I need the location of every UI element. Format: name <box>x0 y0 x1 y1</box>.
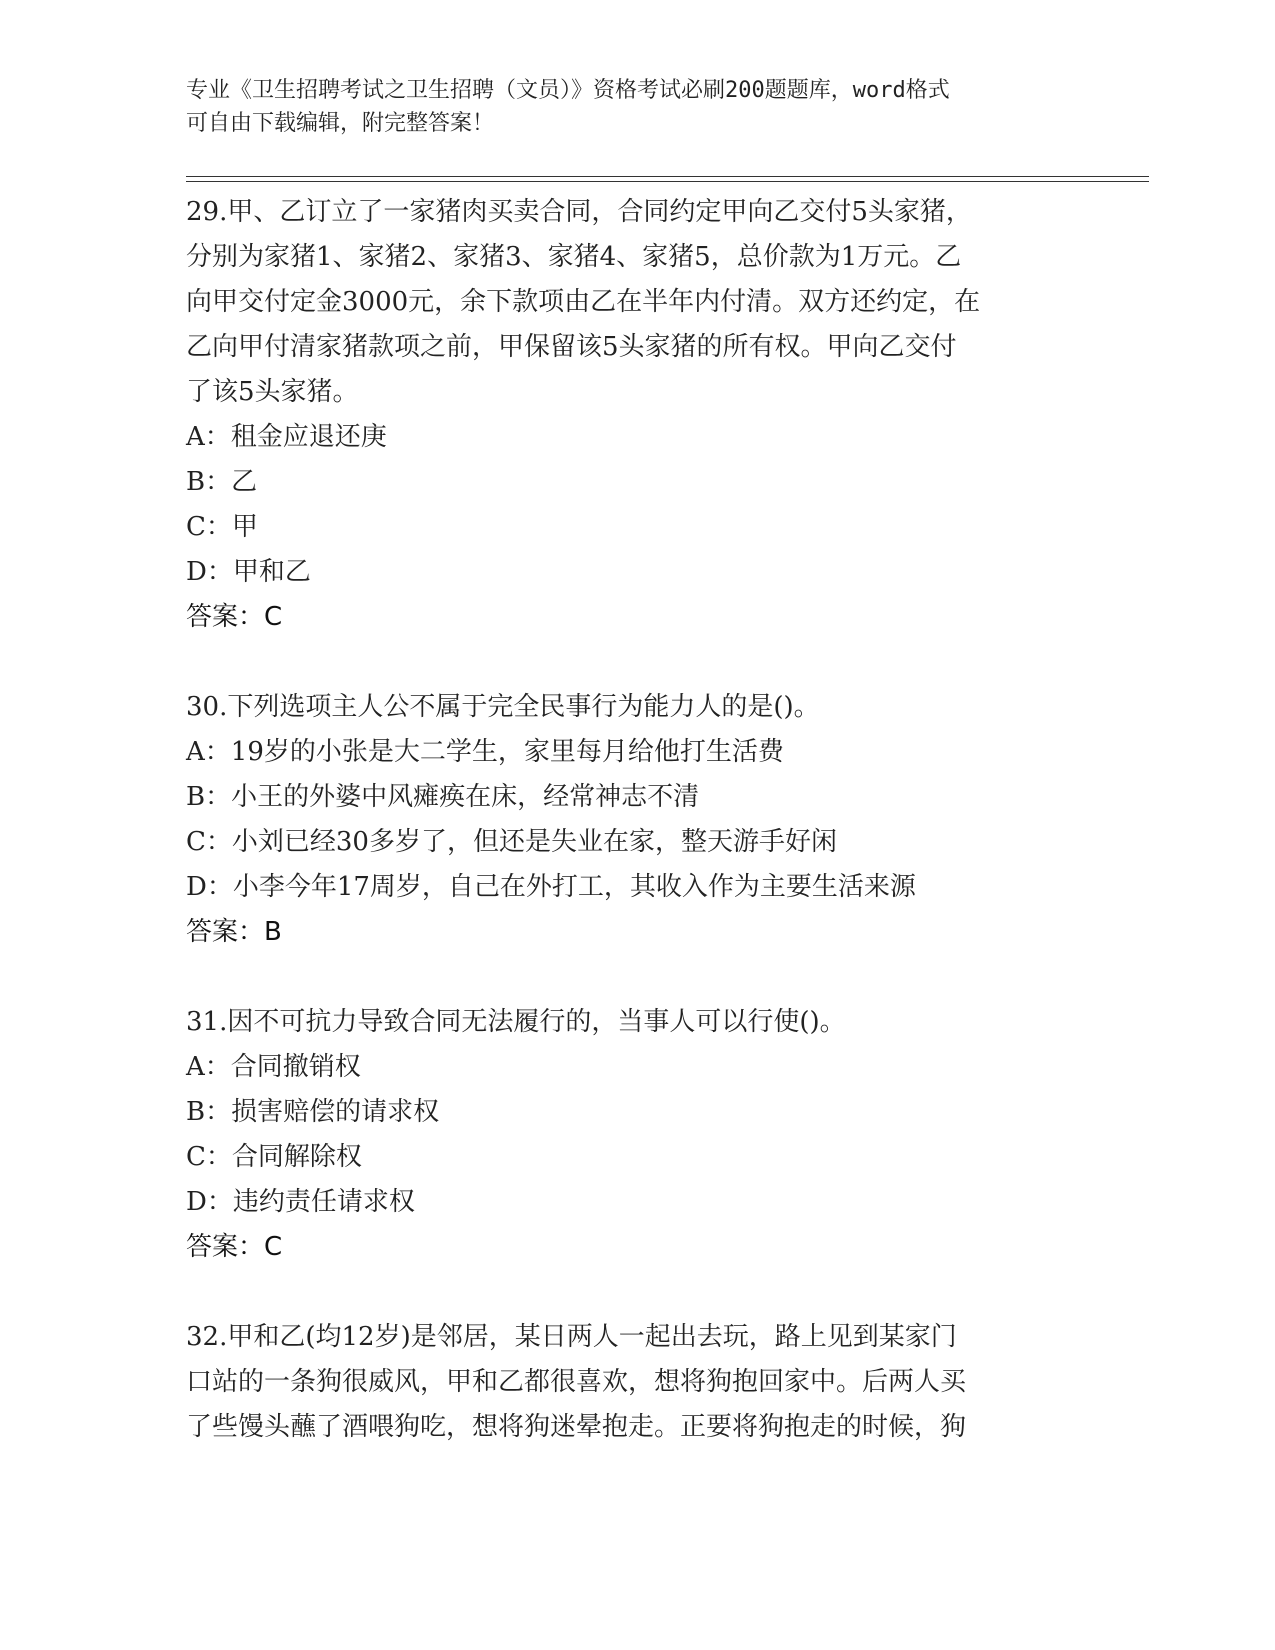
answer: 答案：C <box>186 602 283 632</box>
option-a: A：合同撤销权 <box>186 1052 361 1082</box>
question-stem <box>186 1000 1086 1045</box>
spacer <box>186 955 1086 1000</box>
header-line-1: 专业《卫生招聘考试之卫生招聘（文员）》资格考试必刷200题题库，word格式 <box>186 78 950 103</box>
stem-line: 30.下列选项主人公不属于完全民事行为能力人的是()。 <box>186 692 820 722</box>
option-a: A：租金应退还庚 <box>186 422 387 452</box>
option-d: D：违约责任请求权 <box>186 1187 415 1217</box>
question-32 <box>186 1315 1086 1450</box>
answer: 答案：B <box>186 917 282 947</box>
stem-line: 31.因不可抗力导致合同无法履行的，当事人可以行使()。 <box>186 1007 846 1037</box>
stem-line: 分别为家猪1、家猪2、家猪3、家猪4、家猪5，总价款为1万元。乙 <box>186 242 962 272</box>
question-stem <box>186 190 1086 415</box>
question-31 <box>186 1000 1086 1270</box>
question-stem <box>186 685 1086 730</box>
question-list <box>186 190 1086 1450</box>
header-divider-top <box>186 176 1149 177</box>
stem-line: 乙向甲付清家猪款项之前，甲保留该5头家猪的所有权。甲向乙交付 <box>186 332 957 362</box>
option-d: D：甲和乙 <box>186 557 311 587</box>
document-header <box>186 74 1086 140</box>
stem-line: 29.甲、乙订立了一家猪肉买卖合同，合同约定甲向乙交付5头家猪， <box>186 197 972 227</box>
option-c: C：小刘已经30多岁了，但还是失业在家，整天游手好闲 <box>186 827 837 857</box>
option-b: B：小王的外婆中风瘫痪在床，经常神志不清 <box>186 782 700 812</box>
stem-line: 向甲交付定金3000元，余下款项由乙在半年内付清。双方还约定，在 <box>186 287 981 317</box>
stem-line: 了些馒头蘸了酒喂狗吃，想将狗迷晕抱走。正要将狗抱走的时候，狗 <box>186 1412 967 1442</box>
stem-line: 了该5头家猪。 <box>186 377 359 407</box>
spacer <box>186 640 1086 685</box>
option-d: D：小李今年17周岁，自己在外打工，其收入作为主要生活来源 <box>186 872 916 902</box>
answer: 答案：C <box>186 1232 283 1262</box>
option-a: A：19岁的小张是大二学生，家里每月给他打生活费 <box>186 737 784 767</box>
stem-line: 32.甲和乙(均12岁)是邻居，某日两人一起出去玩，路上见到某家门 <box>186 1322 957 1352</box>
spacer <box>186 1270 1086 1315</box>
question-29 <box>186 190 1086 640</box>
option-c: C：甲 <box>186 512 258 542</box>
header-line-2: 可自由下载编辑，附完整答案！ <box>186 111 495 136</box>
option-b: B：损害赔偿的请求权 <box>186 1097 440 1127</box>
stem-line: 口站的一条狗很威风，甲和乙都很喜欢，想将狗抱回家中。后两人买 <box>186 1367 967 1397</box>
header-divider-bottom <box>186 181 1149 182</box>
option-b: B：乙 <box>186 467 258 497</box>
question-stem <box>186 1315 1086 1450</box>
question-30 <box>186 685 1086 955</box>
option-c: C：合同解除权 <box>186 1142 362 1172</box>
